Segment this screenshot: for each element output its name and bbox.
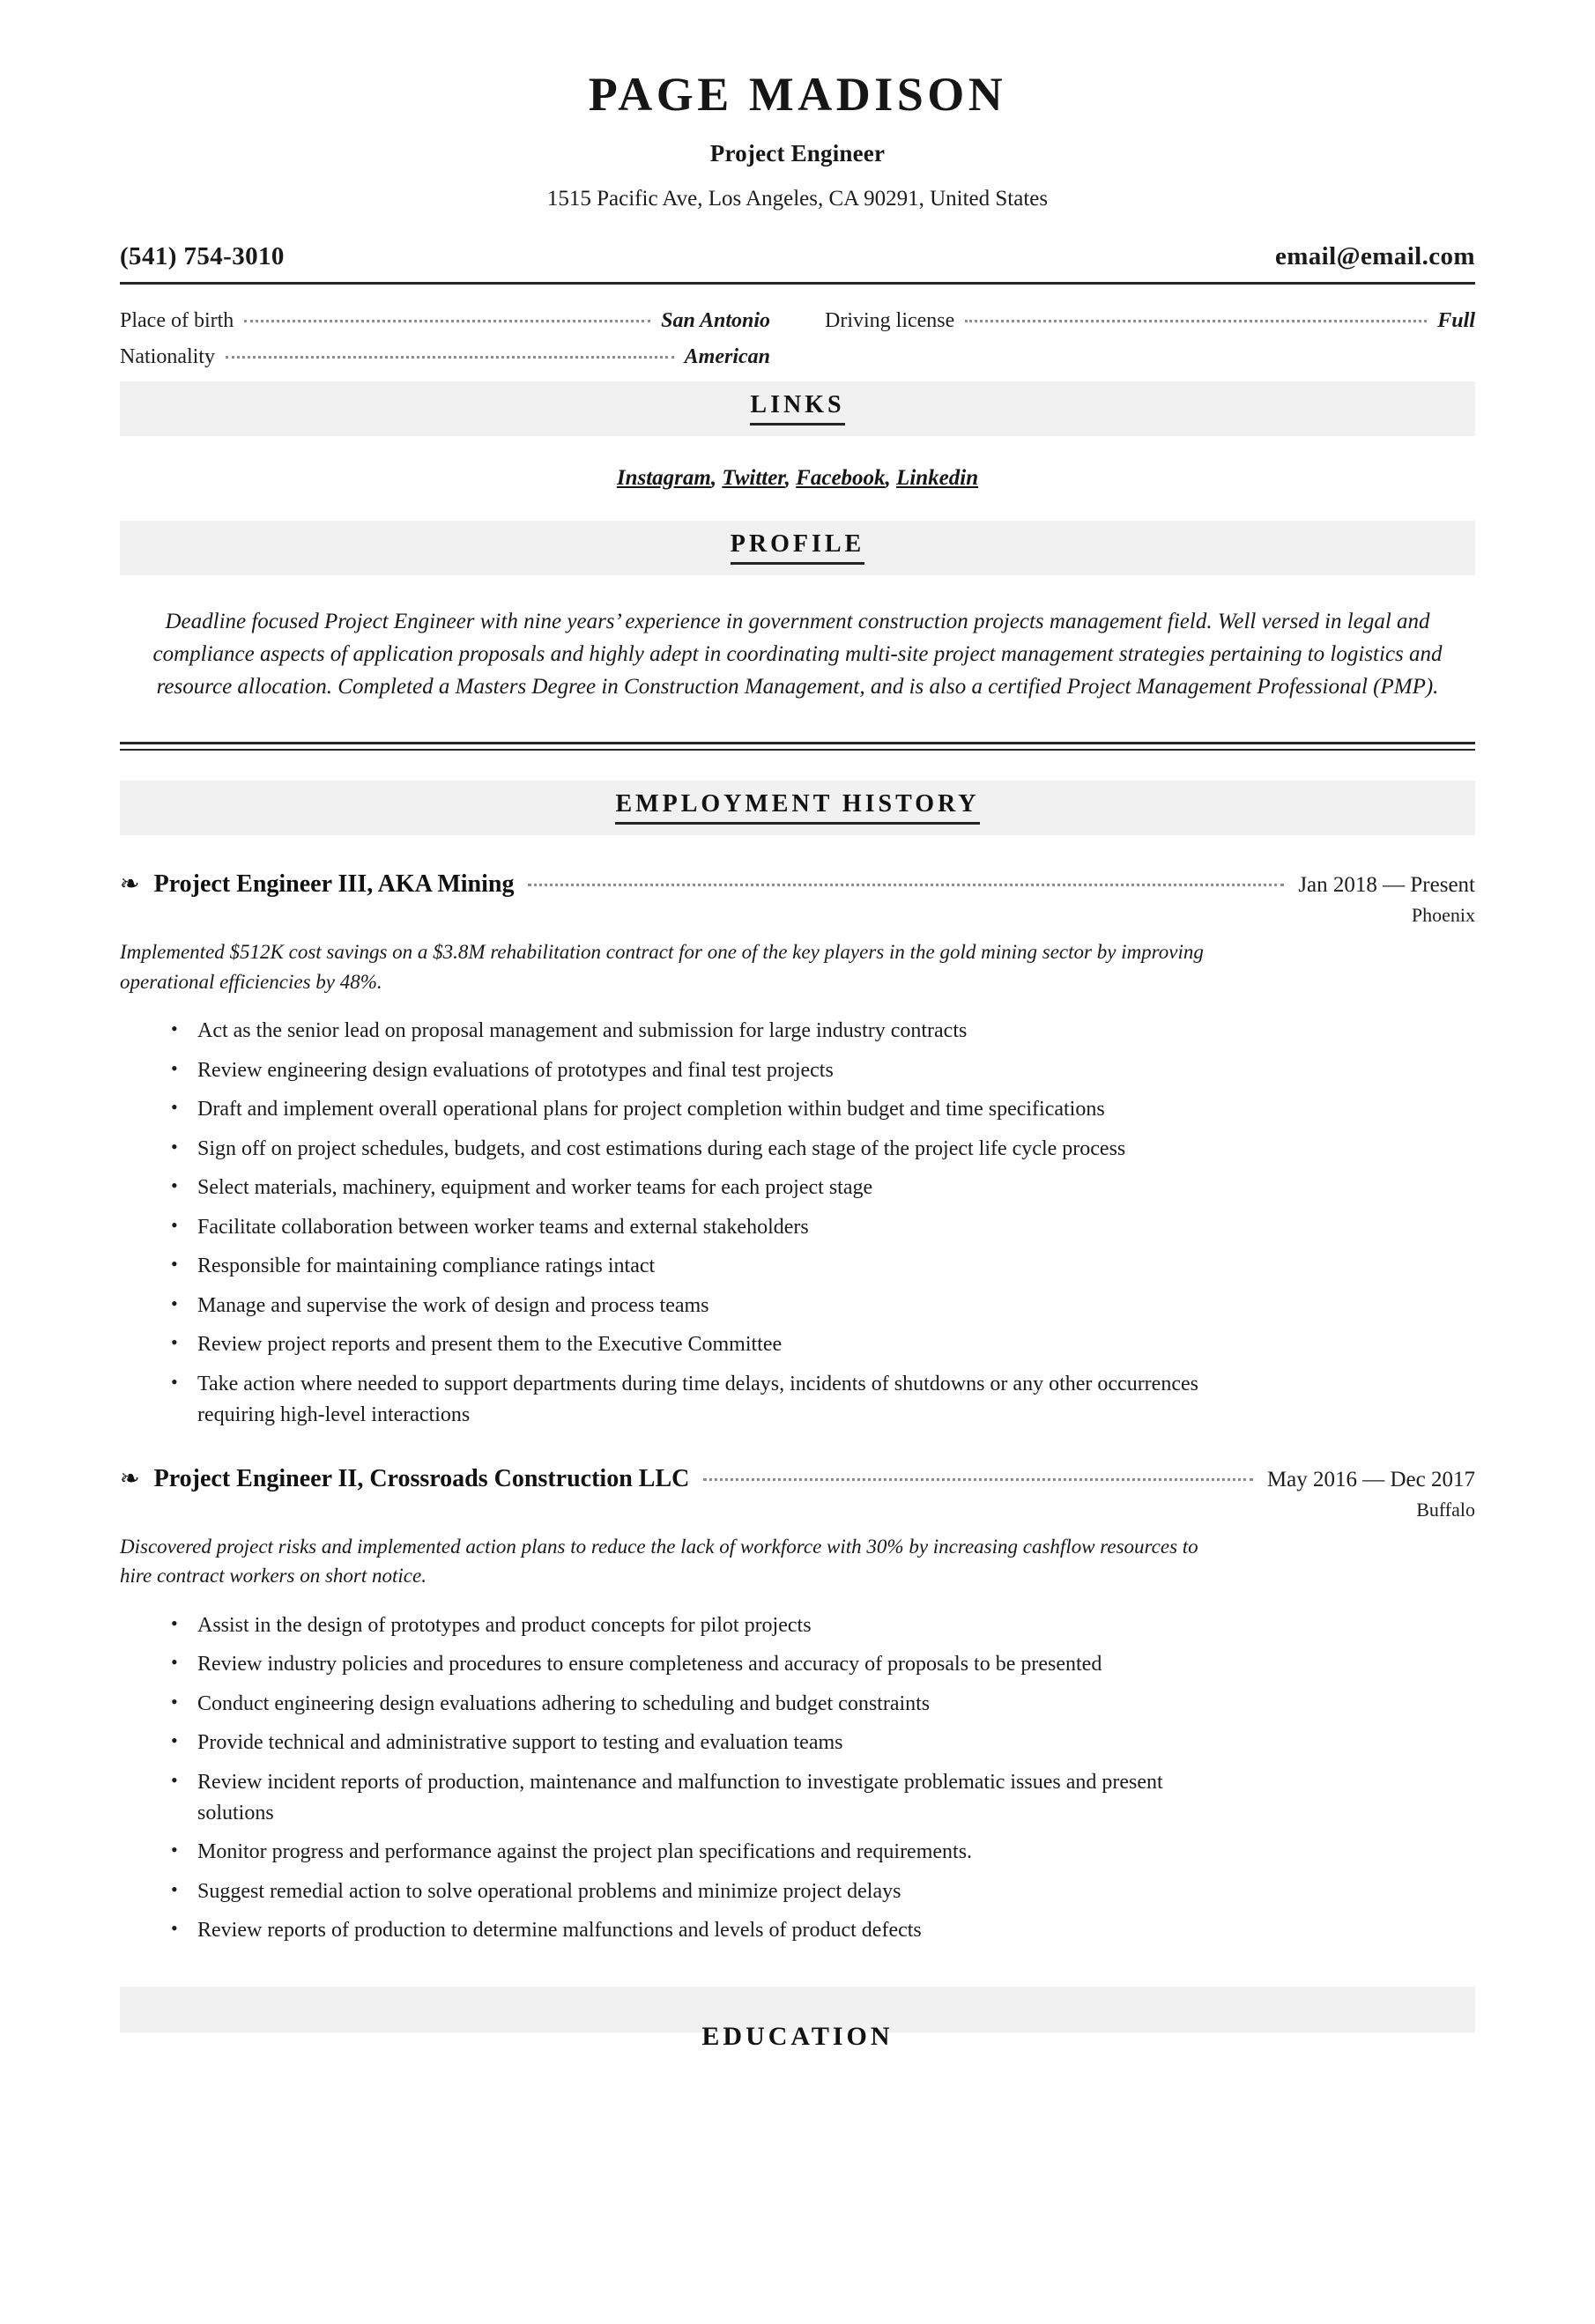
employment-entry [120,870,1475,1430]
employment-entry-header [120,1465,1475,1493]
list-item: • Manage and supervise the work of design and process teams [171,1291,1237,1321]
details-column-left [120,309,770,381]
list-item: • Act as the senior lead on proposal management and submission for large industry contracts [171,1016,1237,1047]
header-job-title: Project Engineer [709,140,886,167]
employment-entry [120,1465,1475,1946]
detail-place-of-birth [120,309,770,333]
employment-location: Phoenix [1411,904,1475,927]
section-header-links [120,381,1475,436]
detail-driving-license [825,309,1475,333]
link-instagram[interactable]: Instagram [616,466,711,491]
detail-value: San Antonio [661,309,770,333]
header-address: 1515 Pacific Ave, Los Angeles, CA 90291, United States [546,187,1049,211]
employment-dates: Jan 2018 — Present [1298,873,1475,898]
list-item: • Assist in the design of prototypes and product concepts for pilot projects [171,1610,1237,1641]
list-item: • Review project reports and present them to the Executive Committee [171,1329,1237,1360]
detail-value: Full [1437,309,1475,333]
list-item: • Select materials, machinery, equipment and worker teams for each project stage [171,1173,1237,1203]
list-item: • Draft and implement overall operational plans for project completion within budget and time specifications [171,1094,1237,1125]
employment-location: Buffalo [1416,1499,1475,1521]
leader-dots [244,320,650,322]
leader-dots [226,356,674,359]
floret-bullet-icon: ❧ [120,870,140,898]
list-item: • Review engineering design evaluations of prototypes and final test projects [171,1055,1237,1086]
section-header-profile [120,521,1475,575]
list-item: • Monitor progress and performance against the project plan specifications and requirements. [171,1837,1237,1868]
list-item: • Suggest remedial action to solve operational problems and minimize project delays [171,1876,1237,1907]
divider-rule [120,742,1475,751]
page-title: PAGE MADISON [588,68,1007,121]
list-item: • Sign off on project schedules, budgets, and cost estimations during each stage of the project life cycle process [171,1134,1237,1165]
floret-bullet-icon: ❧ [120,1465,140,1492]
details-column-right [825,309,1475,381]
detail-label: Place of birth [120,309,234,333]
employment-dates: May 2016 — Dec 2017 [1266,1468,1475,1492]
list-item: • Review reports of production to determine malfunctions and levels of product defects [171,1915,1237,1946]
leader-dots [703,1478,1253,1481]
detail-value: American [684,345,770,369]
employment-summary: Implemented $512K cost savings on a $3.8M rehabilitation contract for one of the key players in the gold mining sector by improving operational efficiencies by 48%. [120,941,1204,993]
section-title: PROFILE [731,532,864,565]
section-header-education [120,1987,1475,2051]
phone-number[interactable]: (541) 754-3010 [120,242,285,271]
link-facebook[interactable]: Facebook [796,466,886,491]
employment-bullet-list [120,1016,1475,1430]
section-title: LINKS [750,393,844,426]
email-address[interactable]: email@email.com [1274,242,1475,271]
leader-dots [528,884,1284,886]
list-item: • Facilitate collaboration between worker teams and external stakeholders [171,1212,1237,1243]
list-item: • Conduct engineering design evaluations adhering to scheduling and budget constraints [171,1689,1237,1720]
list-item: • Review incident reports of production, maintenance and malfunction to investigate problematic issues and present solutions [171,1767,1237,1828]
employment-role: Project Engineer II, Crossroads Construction LLC [153,1465,690,1493]
link-twitter[interactable]: Twitter [722,466,785,491]
leader-dots [965,320,1427,322]
list-item: • Take action where needed to support departments during time delays, incidents of shutdowns or any other occurrences requiring high-level interactions [171,1369,1237,1430]
personal-details [120,309,1475,381]
list-item: • Review industry policies and procedures to ensure completeness and accuracy of proposals to be presented [171,1649,1237,1680]
profile-summary: Deadline focused Project Engineer with nine years’ experience in government construction projects management field. Well versed in legal and compliance aspects of application proposals and highly adept in coordinating multi-site project management strategies pertaining to logistics and resource allocation. Completed a Masters Degree in Construction Management, and is also a certified Project Management Professional (PMP). [152,610,1443,699]
detail-label: Nationality [120,345,215,369]
list-item: • Responsible for maintaining compliance ratings intact [171,1251,1237,1282]
employment-entry-header [120,870,1475,899]
contact-row [120,242,1475,285]
list-item: • Provide technical and administrative support to testing and evaluation teams [171,1728,1237,1758]
section-title: EDUCATION [701,2021,894,2051]
link-linkedin[interactable]: Linkedin [896,466,979,491]
section-title: EMPLOYMENT HISTORY [615,792,979,825]
employment-bullet-list [120,1610,1475,1946]
resume-page [0,69,1595,2324]
employment-role: Project Engineer III, AKA Mining [153,870,515,899]
section-header-employment-history [120,781,1475,835]
links-list: Instagram, Twitter, Facebook, Linkedin [616,466,979,491]
employment-summary: Discovered project risks and implemented action plans to reduce the lack of workforce with 30% by increasing cashflow resources to hire contract workers on short notice. [120,1536,1198,1588]
section-education [120,1987,1475,2051]
detail-label: Driving license [825,309,955,333]
detail-nationality [120,345,770,369]
